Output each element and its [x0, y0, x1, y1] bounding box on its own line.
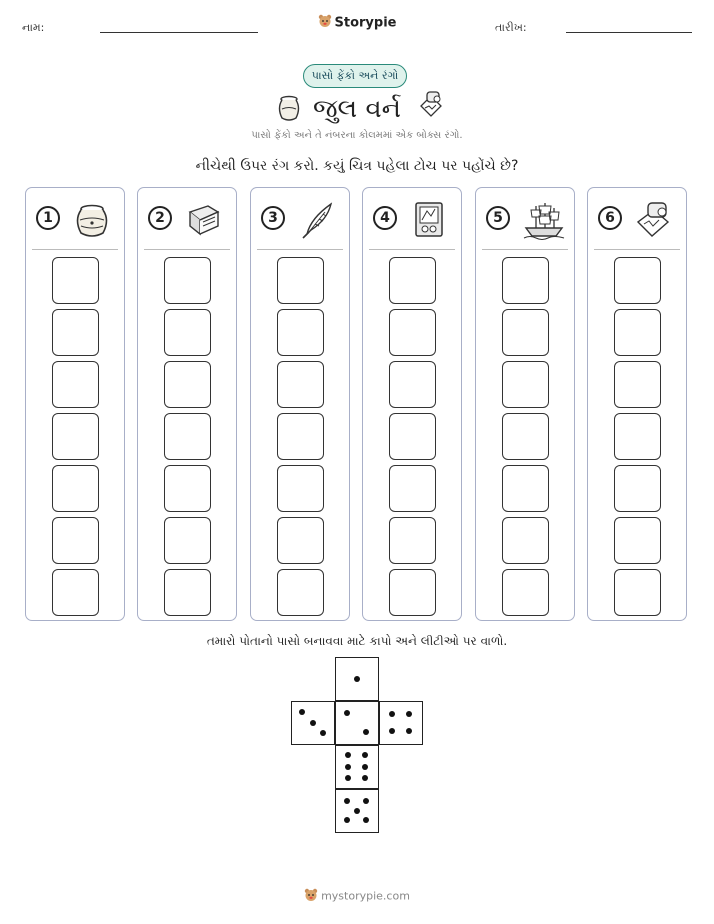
- color-box[interactable]: [389, 361, 436, 408]
- divider: [594, 249, 680, 250]
- column-2: [137, 187, 237, 621]
- brand-name: Storypie: [334, 15, 397, 31]
- color-box[interactable]: [389, 257, 436, 304]
- color-box[interactable]: [164, 309, 211, 356]
- dice-pip: [363, 798, 369, 804]
- color-box[interactable]: [52, 257, 99, 304]
- pot-icon: [72, 200, 112, 240]
- color-box[interactable]: [389, 569, 436, 616]
- brand-logo: [0, 14, 714, 32]
- divider: [257, 249, 343, 250]
- color-box[interactable]: [164, 361, 211, 408]
- color-box[interactable]: [52, 517, 99, 564]
- color-box[interactable]: [389, 413, 436, 460]
- color-box[interactable]: [52, 413, 99, 460]
- page-title: જુલ વર્ન: [312, 94, 402, 124]
- color-box[interactable]: [389, 465, 436, 512]
- dice-pip: [406, 728, 412, 734]
- column-number: 4: [373, 206, 397, 230]
- column-number: 2: [148, 206, 172, 230]
- date-line: [566, 32, 692, 33]
- dice-pip: [363, 817, 369, 823]
- dice-face-2: [335, 701, 379, 745]
- column-number: 6: [598, 206, 622, 230]
- color-box[interactable]: [614, 569, 661, 616]
- dice-pip: [406, 711, 412, 717]
- color-box[interactable]: [277, 413, 324, 460]
- dice-pip: [362, 764, 368, 770]
- column-number: 1: [36, 206, 60, 230]
- dice-pip: [345, 775, 351, 781]
- color-box[interactable]: [389, 309, 436, 356]
- name-label: નામ:: [22, 21, 45, 34]
- color-box[interactable]: [277, 517, 324, 564]
- color-box[interactable]: [502, 413, 549, 460]
- activity-badge: પાસો ફેંકો અને રંગો: [303, 64, 407, 88]
- theater-book-icon: [409, 200, 449, 240]
- dice-pip: [299, 709, 305, 715]
- dice-pip: [344, 710, 350, 716]
- divider: [32, 249, 118, 250]
- column-6: [587, 187, 687, 621]
- dice-pip: [362, 775, 368, 781]
- color-box[interactable]: [164, 257, 211, 304]
- color-box[interactable]: [502, 361, 549, 408]
- color-box[interactable]: [277, 361, 324, 408]
- color-box[interactable]: [164, 569, 211, 616]
- dice-pip: [389, 728, 395, 734]
- quill-icon: [297, 200, 337, 240]
- question-text: નીચેથી ઉપર રંગ કરો. કયું ચિત્ર પહેલા ટોચ પર પહોંચે છે?: [195, 158, 519, 174]
- color-box[interactable]: [277, 465, 324, 512]
- color-box[interactable]: [164, 465, 211, 512]
- telegraph-icon: [634, 200, 674, 240]
- dice-pip: [320, 730, 326, 736]
- color-box[interactable]: [614, 309, 661, 356]
- dice-pip: [362, 752, 368, 758]
- ship-icon: [522, 200, 562, 240]
- color-box[interactable]: [164, 413, 211, 460]
- dice-face-5: [335, 789, 379, 833]
- color-box[interactable]: [277, 569, 324, 616]
- dice-pip: [310, 720, 316, 726]
- color-box[interactable]: [614, 361, 661, 408]
- date-label: તારીખ:: [495, 21, 527, 34]
- column-3: [250, 187, 350, 621]
- color-box[interactable]: [614, 413, 661, 460]
- dice-pip: [363, 729, 369, 735]
- column-5: [475, 187, 575, 621]
- divider: [369, 249, 455, 250]
- color-box[interactable]: [502, 517, 549, 564]
- color-box[interactable]: [502, 569, 549, 616]
- color-box[interactable]: [502, 465, 549, 512]
- dice-pip: [354, 676, 360, 682]
- dice-pip: [344, 798, 350, 804]
- dice-pip: [345, 752, 351, 758]
- color-box[interactable]: [614, 257, 661, 304]
- column-number: 3: [261, 206, 285, 230]
- color-box[interactable]: [277, 309, 324, 356]
- color-box[interactable]: [502, 257, 549, 304]
- color-box[interactable]: [52, 465, 99, 512]
- dice-face-1: [335, 657, 379, 701]
- dice-instruction: તમારો પોતાનો પાસો બનાવવા માટે કાપો અને લીટીઓ પર વાળો.: [206, 634, 508, 648]
- dice-pip: [389, 711, 395, 717]
- divider: [482, 249, 568, 250]
- color-box[interactable]: [52, 309, 99, 356]
- bear-icon: [318, 14, 332, 32]
- color-box[interactable]: [52, 569, 99, 616]
- color-box[interactable]: [52, 361, 99, 408]
- bear-icon: [304, 888, 318, 905]
- footer-url: mystorypie.com: [321, 889, 410, 903]
- telegraph-icon: [417, 90, 445, 124]
- name-line: [100, 32, 258, 33]
- color-box[interactable]: [164, 517, 211, 564]
- column-1: [25, 187, 125, 621]
- dice-pip: [354, 808, 360, 814]
- dice-face-4: [379, 701, 423, 745]
- column-number: 5: [486, 206, 510, 230]
- column-4: [362, 187, 462, 621]
- dice-pip: [345, 764, 351, 770]
- color-box[interactable]: [614, 517, 661, 564]
- color-box[interactable]: [277, 257, 324, 304]
- dice-pip: [344, 817, 350, 823]
- book-icon: [184, 200, 224, 240]
- instructions-text: પાસો ફેંકો અને તે નંબરના કોલમમાં એક બોક્સ રંગો.: [251, 130, 463, 141]
- dice-face-6: [335, 745, 379, 789]
- color-box[interactable]: [614, 465, 661, 512]
- color-box[interactable]: [389, 517, 436, 564]
- footer: [0, 888, 714, 905]
- dice-face-3: [291, 701, 335, 745]
- divider: [144, 249, 230, 250]
- color-box[interactable]: [502, 309, 549, 356]
